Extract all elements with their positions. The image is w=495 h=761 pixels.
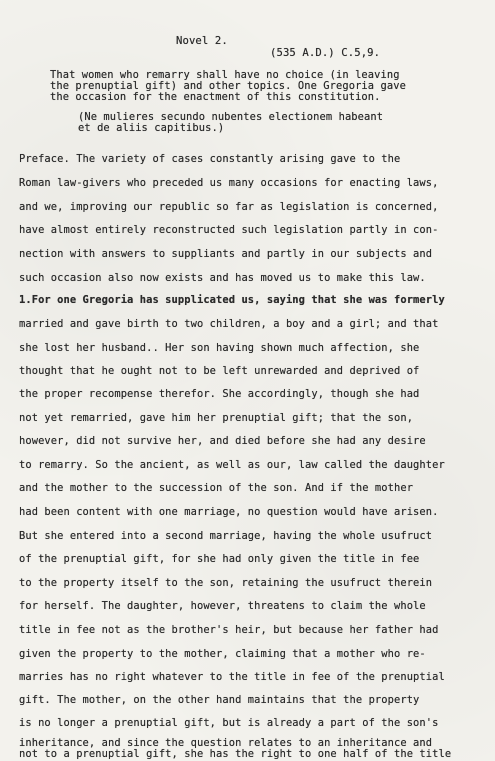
body-line: inheritance, and since the question relates to an inheritance and bbox=[19, 737, 433, 749]
body-line: Roman law-givers who preceded us many occasions for enacting laws, bbox=[19, 177, 439, 189]
novel-heading: Novel 2. bbox=[176, 35, 228, 47]
body-line: to remarry. So the ancient, as well as our, law called the daughter bbox=[19, 459, 445, 471]
body-line: for herself. The daughter, however, threatens to claim the whole bbox=[19, 600, 426, 612]
date-reference: (535 A.D.) C.5,9. bbox=[270, 47, 381, 59]
body-line: however, did not survive her, and died before she had any desire bbox=[19, 435, 426, 447]
latin-title-line: (Ne mulieres secundo nubentes electionem habeant bbox=[78, 111, 384, 123]
body-line: Preface. The variety of cases constantly arising gave to the bbox=[19, 153, 401, 165]
body-line: had been content with one marriage, no question would have arisen. bbox=[19, 506, 439, 518]
summary-line: That women who remarry shall have no choice (in leaving bbox=[50, 69, 400, 81]
body-line: But she entered into a second marriage, having the whole usufruct bbox=[19, 530, 433, 542]
summary-line: the occasion for the enactment of this constitution. bbox=[50, 91, 381, 103]
summary-line: the prenuptial gift) and other topics. One Gregoria gave bbox=[50, 80, 406, 92]
body-line: the proper recompense therefor. She accordingly, though she had bbox=[19, 388, 420, 400]
body-line: title in fee not as the brother's heir, but because her father had bbox=[19, 624, 439, 636]
body-line: given the property to the mother, claiming that a mother who re- bbox=[19, 648, 426, 660]
body-line: nection with answers to suppliants and partly in our subjects and bbox=[19, 248, 433, 260]
body-line: marries has no right whatever to the title in fee of the prenuptial bbox=[19, 671, 445, 683]
body-line: thought that he ought not to be left unrewarded and deprived of bbox=[19, 365, 420, 377]
latin-title-line: et de aliis capitibus.) bbox=[78, 122, 225, 134]
body-line: is no longer a prenuptial gift, but is already a part of the son's bbox=[19, 717, 439, 729]
body-line: 1.For one Gregoria has supplicated us, saying that she was formerly bbox=[19, 294, 445, 306]
body-line: have almost entirely reconstructed such legislation partly in con- bbox=[19, 224, 439, 236]
body-line: she lost her husband.. Her son having shown much affection, she bbox=[19, 342, 420, 354]
body-line: and the mother to the succession of the son. And if the mother bbox=[19, 482, 414, 494]
body-line: of the prenuptial gift, for she had only given the title in fee bbox=[19, 553, 420, 565]
body-line: such occasion also now exists and has moved us to make this law. bbox=[19, 272, 426, 284]
body-line: gift. The mother, on the other hand maintains that the property bbox=[19, 694, 420, 706]
body-line: not yet remarried, gave him her prenuptial gift; that the son, bbox=[19, 412, 414, 424]
body-line: married and gave birth to two children, a boy and a girl; and that bbox=[19, 318, 439, 330]
body-line: not to a prenuptial gift, she has the right to one half of the title bbox=[19, 748, 452, 760]
body-line: to the property itself to the son, retaining the usufruct therein bbox=[19, 577, 433, 589]
body-line: and we, improving our republic so far as legislation is concerned, bbox=[19, 201, 439, 213]
